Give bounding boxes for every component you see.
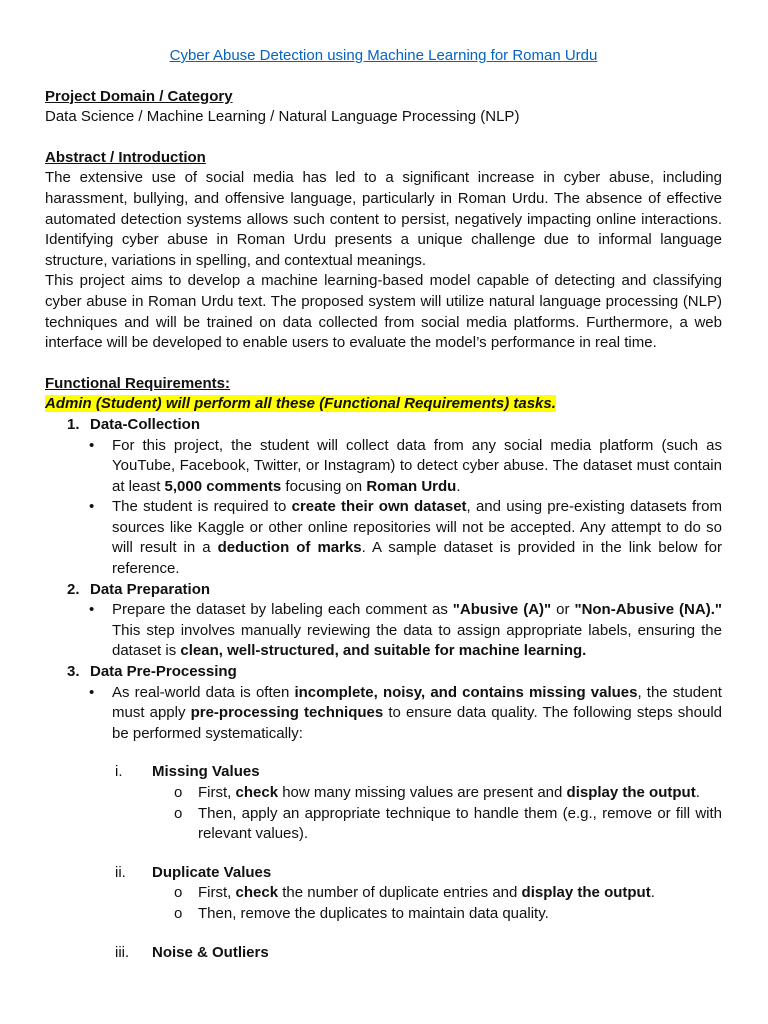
bullet-text: , the student must apply (112, 683, 722, 722)
subsection-noise-outliers (45, 943, 722, 964)
bullet-bold: deduction of marks (217, 539, 362, 557)
requirement-label: Data-Collection (90, 415, 201, 433)
bullet-text: . (456, 477, 461, 495)
requirement-number: 2. (67, 580, 80, 598)
bullet-item (45, 600, 722, 662)
sub-bullet-text: how many missing values are present and (278, 784, 567, 801)
circle-bullet-icon: o (174, 884, 183, 902)
subsection-label: Noise & Outliers (152, 943, 269, 961)
bullet-bold: "Non-Abusive (NA)." (574, 601, 722, 619)
bullet-text: or (551, 601, 575, 619)
bullet-icon: • (89, 498, 95, 516)
bullet-bold: create their own dataset (291, 498, 467, 516)
bullet-item (45, 497, 722, 579)
bullet-icon: • (89, 683, 95, 701)
requirement-label: Data Preparation (90, 580, 211, 598)
bullet-text: , and using pre-existing datasets from sources like Kaggle or other online repositories will not be accepted. Any attempt to do so will result in a (112, 498, 723, 557)
sub-bullet-bold: check (235, 884, 279, 902)
sub-bullet-text: Then, remove the duplicates to maintain data quality. (198, 904, 549, 922)
subsection-duplicate-values (45, 863, 722, 884)
circle-bullet-icon: o (174, 904, 183, 922)
roman-number: i. (115, 763, 123, 781)
sub-bullet-item (45, 883, 722, 904)
admin-note-highlight: Admin (Student) will perform all these (Functional Requirements) tasks. (45, 395, 556, 413)
bullet-bold: 5,000 comments (164, 477, 282, 495)
bullet-text: As real-world data is often (112, 683, 295, 701)
domain-heading: Project Domain / Category (45, 87, 233, 105)
bullet-item (45, 683, 722, 745)
bullet-text: to ensure data quality. The following steps should be performed systematically: (112, 704, 723, 742)
sub-bullet-text: Then, apply an appropriate technique to handle them (e.g., remove or fill with relevant values). (198, 804, 722, 843)
domain-text: Data Science / Machine Learning / Natural Language Processing (NLP) (45, 108, 520, 126)
sub-bullet-item (45, 783, 722, 804)
bullet-item (45, 436, 722, 498)
sub-bullet-text: First, (198, 884, 236, 902)
sub-bullet-text: the number of duplicate entries and (278, 884, 522, 902)
sub-bullet-text: First, (198, 784, 236, 801)
abstract-paragraph-2: This project aims to develop a machine learning-based model capable of detecting and classifying cyber abuse in Roman Urdu text. The proposed system will utilize natural language processing (NLP) techniques and will be trained on data collected from social media platforms. Furthermore, a web interface will be developed to enable users to evaluate the model’s performance in real time. (45, 272, 722, 352)
requirement-number: 1. (67, 415, 80, 433)
bullet-text: focusing on (281, 477, 367, 495)
requirement-number: 3. (67, 663, 80, 681)
bullet-icon: • (89, 436, 95, 454)
bullet-text: . A sample dataset is provided in the link below for reference. (112, 539, 722, 578)
abstract-paragraph-1: The extensive use of social media has led to a significant increase in cyber abuse, including harassment, bullying, and offensive language, particularly in Roman Urdu. The absence of effective automated detection systems allows such content to persist, negatively impacting online interactions. Identifying cyber abuse in Roman Urdu presents a unique challenge due to informal language structure, variations in spelling, and contextual meanings. (45, 169, 722, 269)
bullet-text: For this project, the student will collect data from any social media platform (such as YouTube, Facebook, Twitter, or Instagram) to detect cyber abuse. The dataset must contain at least (112, 436, 722, 495)
requirement-data-preparation (45, 580, 722, 601)
functional-heading: Functional Requirements: (45, 374, 231, 392)
sub-bullet-item (45, 804, 722, 845)
requirement-data-collection (45, 415, 722, 436)
requirement-data-preprocessing (45, 662, 722, 683)
document-title[interactable]: Cyber Abuse Detection using Machine Learning for Roman Urdu (169, 47, 598, 64)
sub-bullet-bold: display the output (566, 784, 696, 801)
bullet-bold: clean, well-structured, and suitable for machine learning. (180, 642, 587, 660)
circle-bullet-icon: o (174, 784, 183, 801)
sub-bullet-bold: check (235, 784, 279, 801)
subsection-label: Duplicate Values (152, 863, 272, 881)
sub-bullet-item (45, 904, 722, 925)
bullet-bold: incomplete, noisy, and contains missing values (294, 683, 638, 701)
bullet-icon: • (89, 601, 95, 619)
document-page (45, 46, 722, 963)
bullet-bold: pre-processing techniques (190, 704, 384, 722)
requirement-label: Data Pre-Processing (90, 663, 237, 681)
sub-bullet-text: . (650, 884, 655, 902)
circle-bullet-icon: o (174, 804, 183, 822)
roman-number: iii. (115, 943, 130, 961)
bullet-text: This step involves manually reviewing the data to assign appropriate labels, ensuring the dataset is (112, 621, 722, 660)
bullet-bold: Roman Urdu (366, 477, 457, 495)
bullet-text: The student is required to (112, 498, 292, 516)
abstract-heading: Abstract / Introduction (45, 148, 206, 166)
bullet-text: Prepare the dataset by labeling each comment as (112, 601, 453, 619)
subsection-missing-values (45, 762, 722, 783)
sub-bullet-bold: display the output (521, 884, 651, 902)
roman-number: ii. (115, 863, 126, 881)
subsection-label: Missing Values (152, 763, 260, 781)
sub-bullet-text: . (695, 784, 700, 801)
admin-note (45, 394, 722, 415)
bullet-bold: "Abusive (A)" (452, 601, 552, 619)
